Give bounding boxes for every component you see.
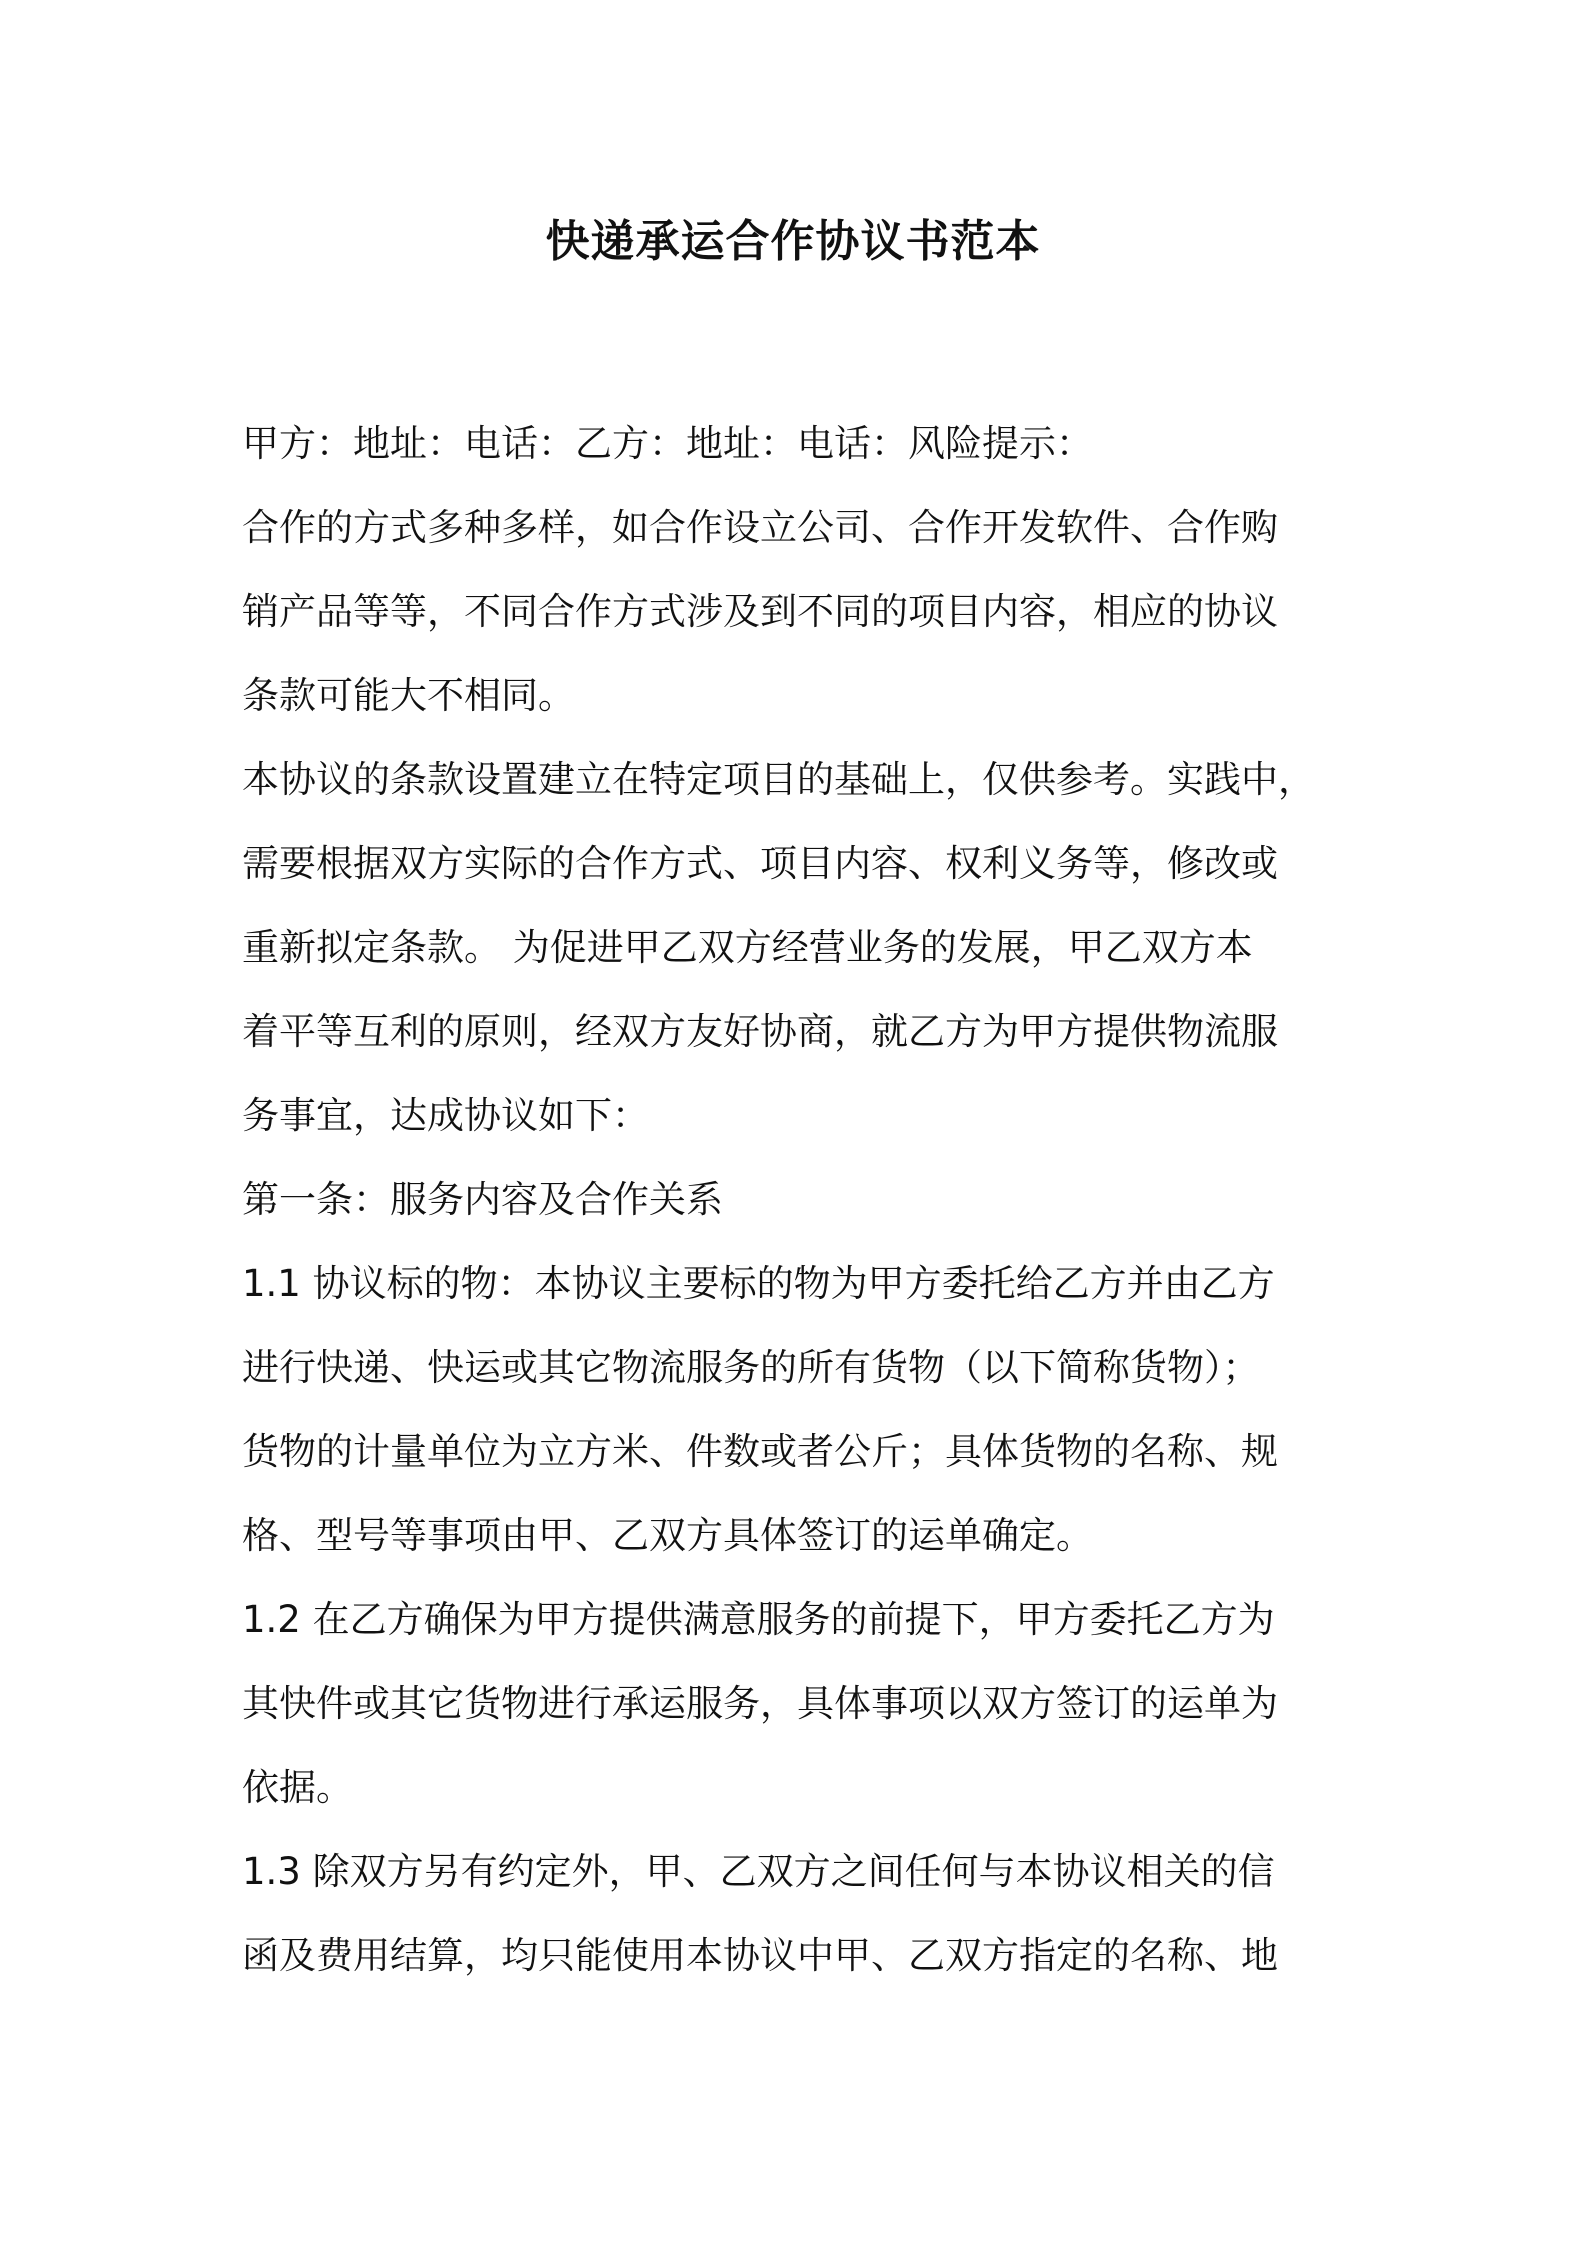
text-line: 本协议的条款设置建立在特定项目的基础上，仅供参考。实践中， — [242, 758, 1315, 801]
text-line: 进行快递、快运或其它物流服务的所有货物（以下简称货物）； — [242, 1346, 1260, 1389]
text-line: 函及费用结算，均只能使用本协议中甲、乙双方指定的名称、地 — [242, 1934, 1278, 1977]
clause-line: 1.2 在乙方确保为甲方提供满意服务的前提下，甲方委托乙方为 — [242, 1598, 1275, 1641]
text-line: 重新拟定条款。 为促进甲乙双方经营业务的发展，甲乙双方本 — [242, 926, 1253, 969]
clause-line: 1.3 除双方另有约定外，甲、乙双方之间任何与本协议相关的信 — [242, 1850, 1275, 1893]
text-line: 销产品等等，不同合作方式涉及到不同的项目内容，相应的协议 — [242, 590, 1278, 633]
text-line: 务事宜，达成协议如下： — [242, 1094, 649, 1137]
article-heading: 第一条：服务内容及合作关系 — [242, 1178, 723, 1221]
text-line: 着平等互利的原则，经双方友好协商，就乙方为甲方提供物流服 — [242, 1010, 1278, 1053]
text-line: 合作的方式多种多样，如合作设立公司、合作开发软件、合作购 — [242, 506, 1278, 549]
text-line: 条款可能大不相同。 — [242, 674, 575, 717]
document-title: 快递承运合作协议书范本 — [545, 216, 1041, 267]
document-body — [242, 402, 1350, 1998]
parties-line: 甲方：地址：电话：乙方：地址：电话：风险提示： — [242, 422, 1093, 465]
text-line: 需要根据双方实际的合作方式、项目内容、权利义务等，修改或 — [242, 842, 1278, 885]
text-line: 格、型号等事项由甲、乙双方具体签订的运单确定。 — [242, 1514, 1093, 1557]
text-line: 其快件或其它货物进行承运服务，具体事项以双方签订的运单为 — [242, 1682, 1278, 1725]
text-line: 依据。 — [242, 1766, 353, 1809]
clause-line: 1.1 协议标的物：本协议主要标的物为甲方委托给乙方并由乙方 — [242, 1262, 1275, 1305]
text-line: 货物的计量单位为立方米、件数或者公斤；具体货物的名称、规 — [242, 1430, 1278, 1473]
